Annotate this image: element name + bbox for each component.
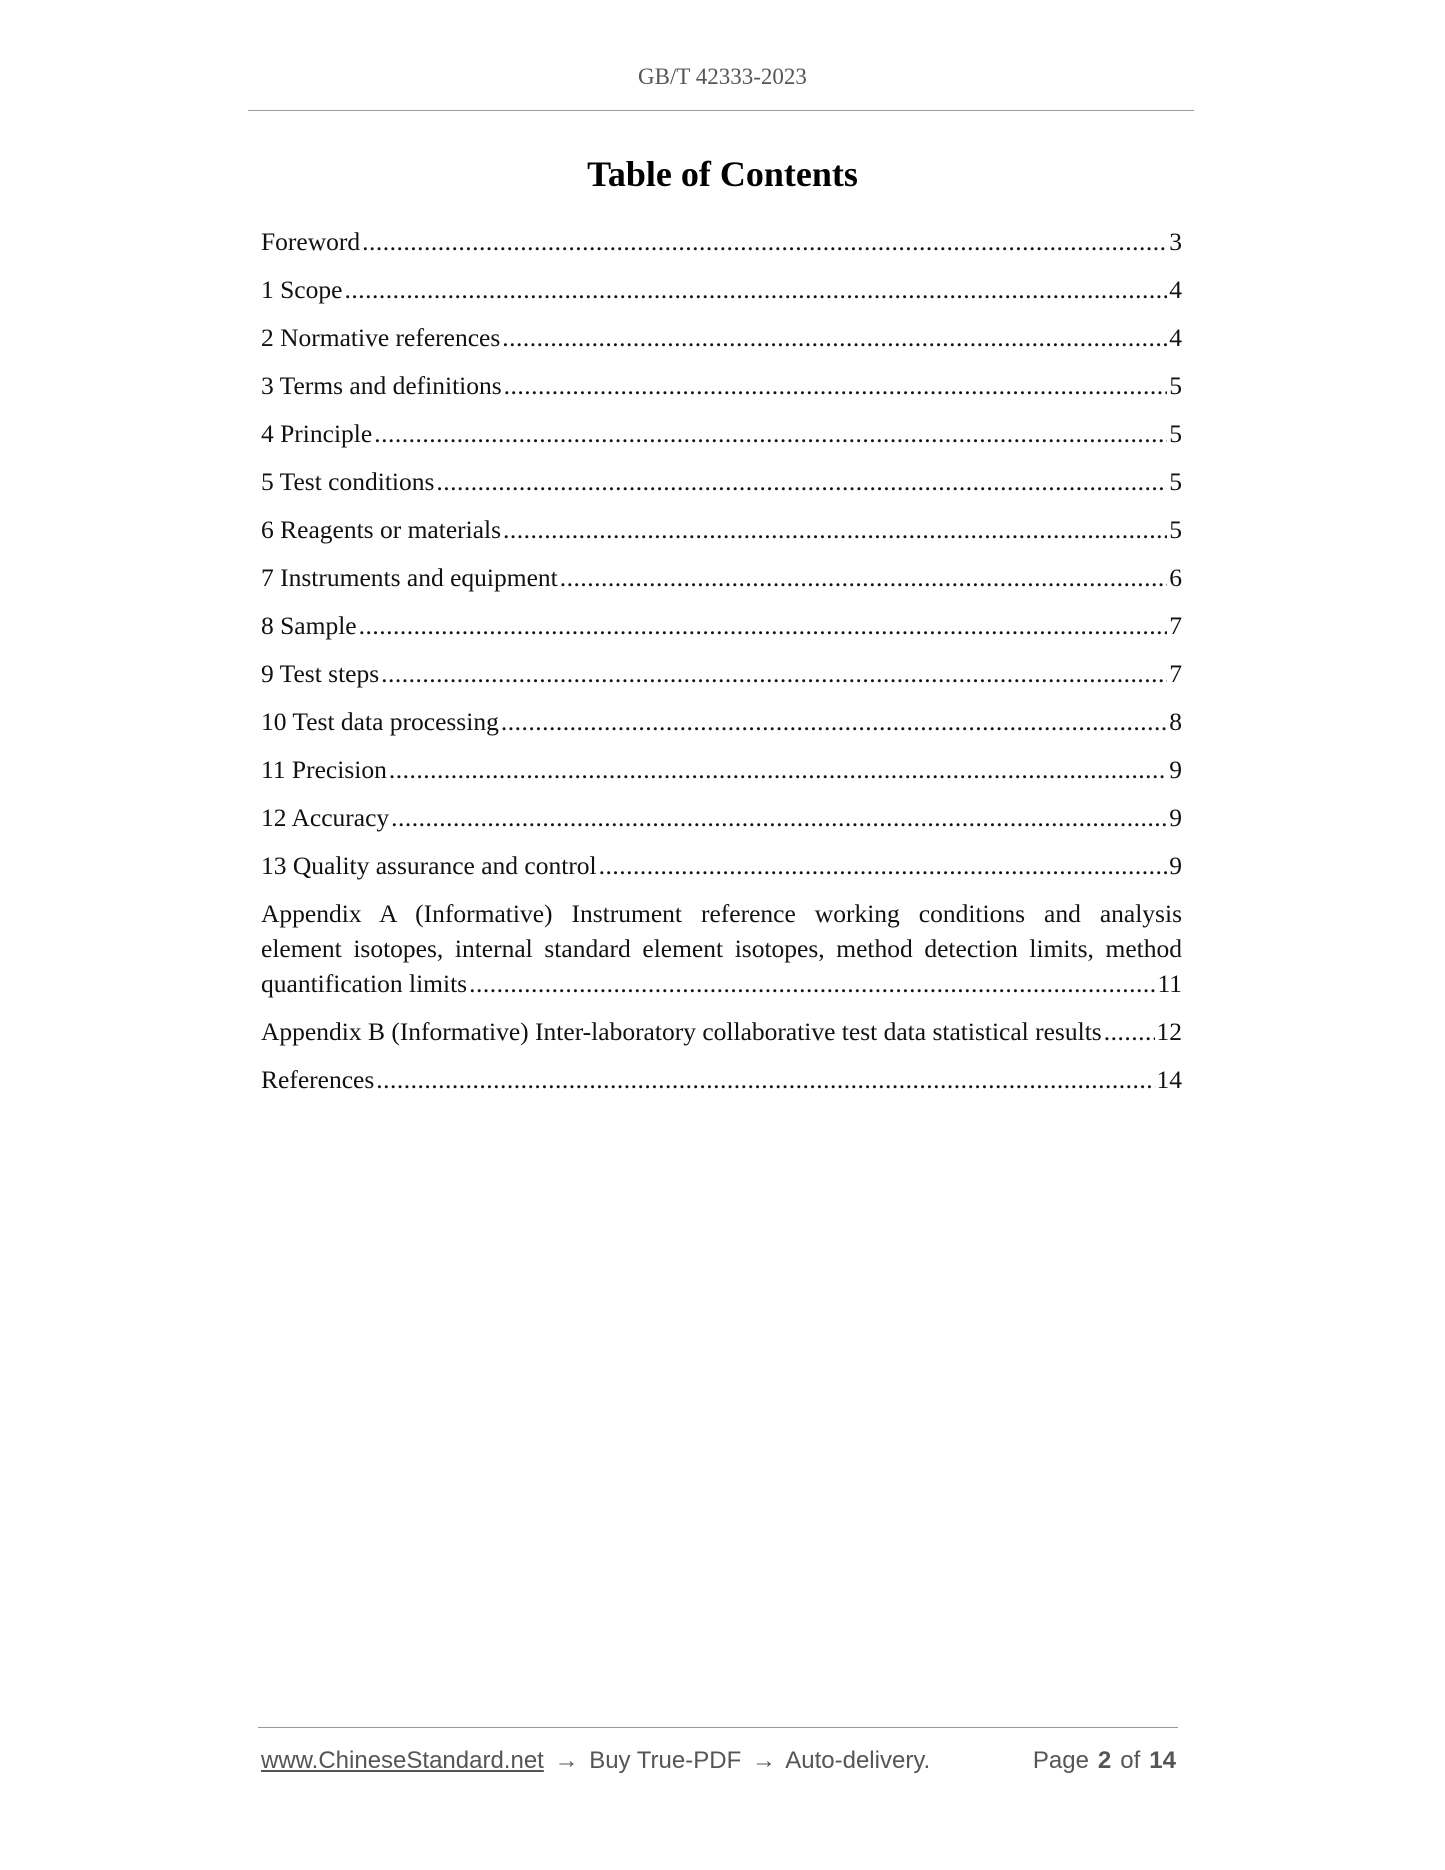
total-pages-number: 14: [1149, 1747, 1176, 1774]
toc-entry-page: 5: [1169, 515, 1182, 544]
toc-entry-references[interactable]: [261, 1062, 1182, 1097]
toc-leader-dots: [599, 848, 1168, 883]
toc-entry-page: 8: [1169, 707, 1182, 736]
toc-entry-label: Foreword: [261, 227, 361, 256]
page-indicator: [1033, 1747, 1176, 1775]
toc-entry-page: 11: [1157, 969, 1182, 998]
toc-entry-label: Appendix B (Informative) Inter-laboratory collaborative test data statistical results: [261, 1017, 1102, 1046]
toc-leader-dots: [344, 272, 1167, 307]
toc-leader-dots: [502, 320, 1167, 355]
toc-entry-reagents-or-materials[interactable]: [261, 512, 1182, 547]
toc-entry-label: 5 Test conditions: [261, 467, 435, 496]
toc-entry-label: quantification limits: [261, 969, 468, 998]
toc-leader-dots: [391, 800, 1167, 835]
toc-entry-page: 9: [1169, 803, 1182, 832]
toc-entry-label: References: [261, 1065, 375, 1094]
footer-promo: [261, 1747, 930, 1775]
toc-entry-label: 3 Terms and definitions: [261, 371, 502, 400]
toc-leader-dots: [436, 464, 1167, 499]
toc-appendix-a-line-1: Appendix A (Informative) Instrument reference working conditions and analysis: [261, 899, 1182, 928]
toc-entry-label: 13 Quality assurance and control: [261, 851, 597, 880]
toc-entry-label: 7 Instruments and equipment: [261, 563, 558, 592]
toc-entry-test-data-processing[interactable]: [261, 704, 1182, 739]
toc-entry-label: 11 Precision: [261, 755, 387, 784]
toc-entry-page: 3: [1169, 227, 1182, 256]
toc-leader-dots: [362, 224, 1167, 259]
buy-true-pdf-text: Buy True-PDF: [589, 1747, 742, 1774]
toc-entry-page: 5: [1169, 371, 1182, 400]
current-page-number: 2: [1097, 1747, 1112, 1774]
page-label: Page: [1032, 1747, 1089, 1774]
toc-entry-label: 1 Scope: [261, 275, 343, 304]
toc-entry-page: 5: [1169, 419, 1182, 448]
toc-entry-normative-references[interactable]: [261, 320, 1182, 355]
toc-entry-appendix-a[interactable]: [261, 896, 1182, 1001]
arrow-right-icon: →: [554, 1747, 579, 1774]
of-label: of: [1120, 1747, 1141, 1774]
toc-entry-sample[interactable]: [261, 608, 1182, 643]
toc-entry-label: 8 Sample: [261, 611, 357, 640]
toc-entry-page: 7: [1169, 611, 1182, 640]
toc-entry-accuracy[interactable]: [261, 800, 1182, 835]
toc-leader-dots: [381, 656, 1167, 691]
toc-entry-label: 12 Accuracy: [261, 803, 390, 832]
toc-entry-label: 2 Normative references: [261, 323, 501, 352]
toc-entry-instruments-and-equipment[interactable]: [261, 560, 1182, 595]
toc-entry-page: 9: [1169, 755, 1182, 784]
toc-appendix-a-line-3: [261, 966, 1182, 1001]
toc-entry-page: 6: [1169, 563, 1182, 592]
toc-entry-label: 9 Test steps: [261, 659, 380, 688]
toc-entry-label: 6 Reagents or materials: [261, 515, 502, 544]
toc-entry-page: 12: [1156, 1017, 1182, 1046]
document-number-header: GB/T 42333-2023: [638, 64, 807, 89]
toc-leader-dots: [374, 416, 1167, 451]
toc-leader-dots: [503, 512, 1167, 547]
toc-appendix-a-line-2: element isotopes, internal standard element isotopes, method detection limits, method: [261, 934, 1182, 963]
toc-entry-principle[interactable]: [261, 416, 1182, 451]
toc-entry-label: 4 Principle: [261, 419, 373, 448]
toc-leader-dots: [389, 752, 1167, 787]
toc-entry-label: 10 Test data processing: [261, 707, 499, 736]
toc-entry-page: 5: [1169, 467, 1182, 496]
page-footer: [261, 1747, 1176, 1775]
toc-entry-test-conditions[interactable]: [261, 464, 1182, 499]
page-title: Table of Contents: [587, 154, 858, 194]
toc-leader-dots: [560, 560, 1168, 595]
toc-entry-page: 9: [1169, 851, 1182, 880]
toc-entry-foreword[interactable]: [261, 224, 1182, 259]
footer-divider: [258, 1727, 1178, 1728]
table-of-contents: [261, 224, 1182, 1110]
toc-entry-terms-and-definitions[interactable]: [261, 368, 1182, 403]
toc-leader-dots: [501, 704, 1167, 739]
toc-leader-dots: [469, 966, 1155, 1001]
toc-entry-appendix-b[interactable]: [261, 1014, 1182, 1049]
toc-entry-test-steps[interactable]: [261, 656, 1182, 691]
toc-entry-page: 14: [1156, 1065, 1182, 1094]
toc-leader-dots: [1104, 1014, 1155, 1049]
toc-leader-dots: [359, 608, 1168, 643]
toc-entry-page: 7: [1169, 659, 1182, 688]
toc-entry-page: 4: [1169, 323, 1182, 352]
toc-leader-dots: [376, 1062, 1154, 1097]
arrow-right-icon: →: [751, 1747, 776, 1774]
toc-entry-page: 4: [1169, 275, 1182, 304]
auto-delivery-text: Auto-delivery.: [785, 1747, 931, 1774]
website-link[interactable]: www.ChineseStandard.net: [261, 1747, 544, 1774]
toc-entry-scope[interactable]: [261, 272, 1182, 307]
toc-entry-precision[interactable]: [261, 752, 1182, 787]
toc-entry-quality-assurance-and-control[interactable]: [261, 848, 1182, 883]
header-divider: [248, 110, 1194, 111]
toc-leader-dots: [504, 368, 1168, 403]
